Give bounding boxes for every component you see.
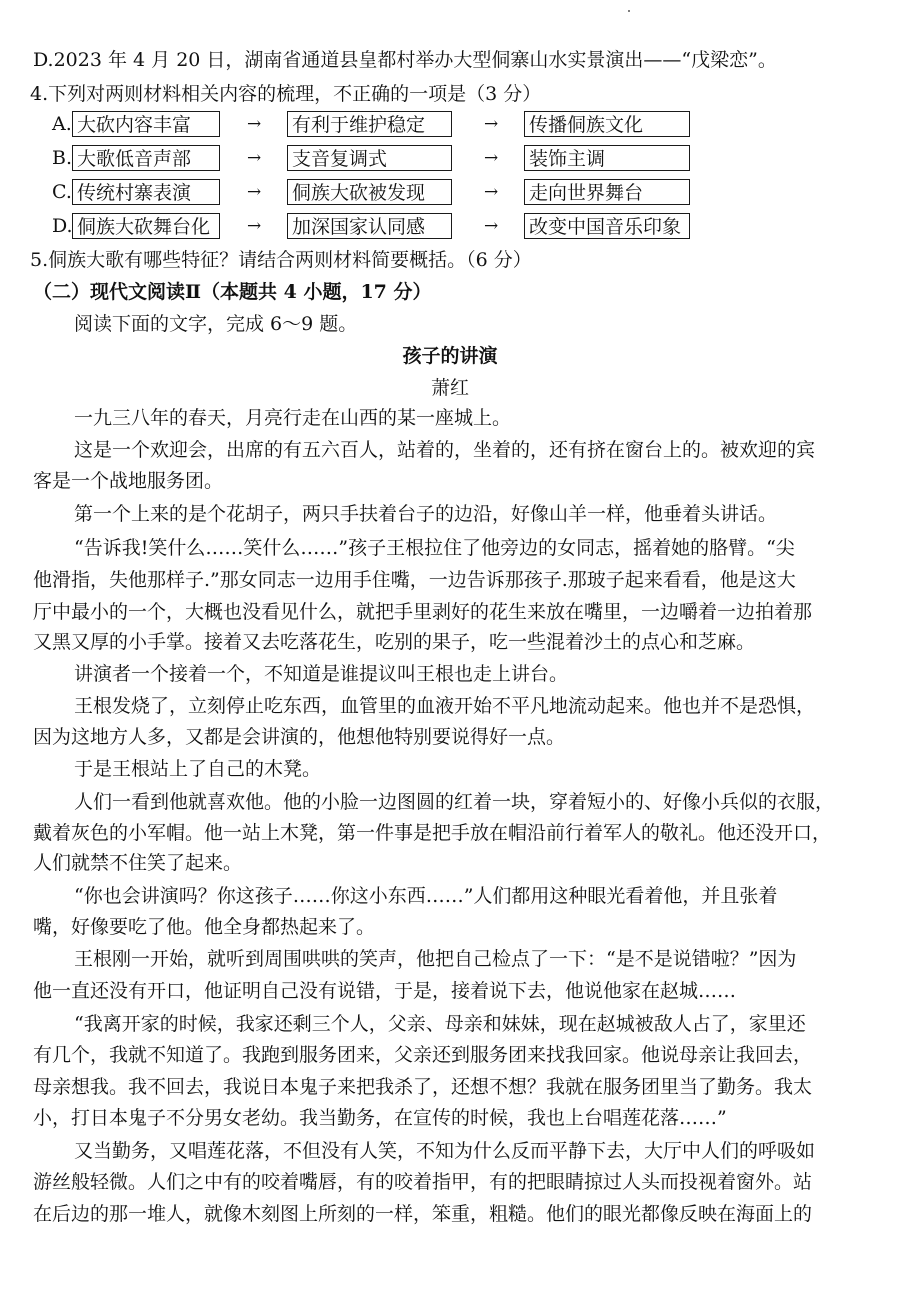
article-line: 厅中最小的一个，大概也没看见什么，就把手里剥好的花生来放在嘴里，一边嚼着一边拍着那 [33,601,813,623]
option-box: 加深国家认同感 [287,213,452,239]
option-row-a [52,109,712,139]
article-line: 王根发烧了，立刻停止吃东西，血管里的血液开始不平凡地流动起来。他也并不是恐惧， [74,695,816,717]
option-letter: A. [52,113,72,135]
option-box: 支音复调式 [287,145,452,171]
article-line: 又黑又厚的小手掌。接着又去吃落花生，吃别的果子，吃一些混着沙土的点心和芝麻。 [33,631,756,653]
option-row-c [52,177,712,207]
option-box: 侗族大砍被发现 [287,179,452,205]
option-d-line: D.2023 年 4 月 20 日，湖南省通道县皇都村举办大型侗寨山水实景演出——“戊梁恋”。 [33,49,777,71]
article-line: 王根刚一开始，就听到周围哄哄的笑声，他把自己检点了一下：“是不是说错啦？”因为 [74,948,797,970]
article-title: 孩子的讲演 [402,345,498,367]
article-line: 这是一个欢迎会，出席的有五六百人，站着的，坐着的，还有挤在窗台上的。被欢迎的宾 [74,439,816,461]
article-line: “你也会讲演吗？你这孩子……你这小东西……”人们都用这种眼光看着他，并且张着 [74,885,778,907]
option-box: 走向世界舞台 [524,179,690,205]
article-line: 母亲想我。我不回去，我说日本鬼子来把我杀了，还想不想？我就在服务团里当了勤务。我太 [33,1076,813,1098]
scan-speck [628,10,630,12]
arrow-icon: → [484,182,499,202]
option-row-d [52,211,712,241]
article-line: 他滑指，失他那样子.”那女同志一边用手住嘴，一边告诉那孩子.那玻子起来看看，他是这大 [33,569,796,591]
article-line: 客是一个战地服务团。 [33,470,224,492]
option-letter: D. [52,215,73,237]
article-line: 于是王根站上了自己的木凳。 [74,758,322,780]
option-box: 有利于维护稳定 [287,111,452,137]
reading-instruction: 阅读下面的文字，完成 6～9 题。 [74,313,358,335]
question-5: 5.侗族大歌有哪些特征？请结合两则材料简要概括。（6 分） [30,249,532,271]
section-heading: （二）现代文阅读Ⅱ（本题共 4 小题，17 分） [33,281,432,303]
article-author: 萧红 [430,377,469,399]
option-box: 传播侗族文化 [524,111,690,137]
article-line: 讲演者一个接着一个，不知道是谁提议叫王根也走上讲台。 [74,663,569,685]
option-box: 改变中国音乐印象 [524,213,690,239]
article-line: 小，打日本鬼子不分男女老幼。我当勤务，在宣传的时候，我也上台唱莲花落……” [33,1107,727,1129]
arrow-icon: → [247,182,262,202]
option-box: 大歌低音声部 [72,145,220,171]
article-line: 在后边的那一堆人，就像木刻图上所刻的一样，笨重，粗糙。他们的眼光都像反映在海面上的 [33,1203,813,1225]
option-box: 侗族大砍舞台化 [72,213,220,239]
question-4: 4.下列对两则材料相关内容的梳理，不正确的一项是（3 分） [30,83,542,105]
article-line: 戴着灰色的小军帽。他一站上木凳，第一件事是把手放在帽沿前行着军人的敬礼。他还没开口， [33,822,832,844]
article-line: 一九三八年的春天，月亮行走在山西的某一座城上。 [74,407,512,429]
arrow-icon: → [247,216,262,236]
article-line: 人们就禁不住笑了起来。 [33,852,243,874]
option-box: 传统村寨表演 [72,179,220,205]
arrow-icon: → [247,114,262,134]
article-line: 又当勤务，又唱莲花落，不但没有人笑，不知为什么反而平静下去，大厅中人们的呼吸如 [74,1140,816,1162]
article-line: 嘴，好像要吃了他。他全身都热起来了。 [33,916,376,938]
article-line: “告诉我!笑什么……笑什么……”孩子王根拉住了他旁边的女同志，摇着她的胳臂。“尖 [74,537,795,559]
arrow-icon: → [484,216,499,236]
option-letter: C. [52,181,72,203]
article-line: 他一直还没有开口，他证明自己没有说错，于是，接着说下去，他说他家在赵城…… [33,980,737,1002]
option-letter: B. [52,147,73,169]
article-line: 第一个上来的是个花胡子，两只手扶着台子的边沿，好像山羊一样，他垂着头讲话。 [74,503,778,525]
article-line: 人们一看到他就喜欢他。他的小脸一边图圆的红着一块，穿着短小的、好像小兵似的衣服， [74,791,835,813]
article-line: 有几个，我就不知道了。我跑到服务团来，父亲还到服务团来找我回家。他说母亲让我回去， [33,1044,813,1066]
arrow-icon: → [484,148,499,168]
arrow-icon: → [247,148,262,168]
option-row-b [52,143,712,173]
article-line: “我离开家的时候，我家还剩三个人，父亲、母亲和妹妹，现在赵城被敌人占了，家里还 [74,1013,806,1035]
option-box: 大砍内容丰富 [72,111,220,137]
arrow-icon: → [484,114,499,134]
article-line: 因为这地方人多，又都是会讲演的，他想他特别要说得好一点。 [33,726,566,748]
option-box: 装饰主调 [524,145,690,171]
article-line: 游丝般轻微。人们之中有的咬着嘴唇，有的咬着指甲，有的把眼睛掠过人头而投视着窗外。站 [33,1171,813,1193]
